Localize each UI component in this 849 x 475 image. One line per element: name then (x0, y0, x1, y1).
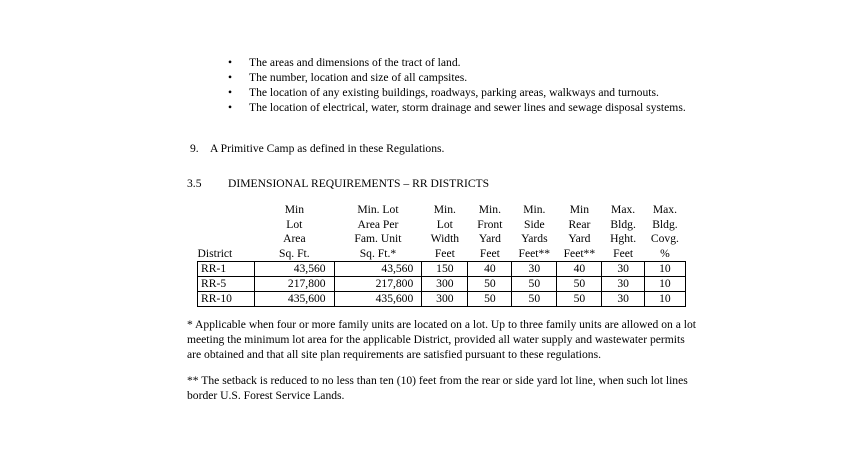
bullet-text: The areas and dimensions of the tract of land. (249, 56, 461, 69)
bullet-list (228, 55, 698, 115)
list-item (228, 55, 698, 70)
table-row (198, 292, 686, 307)
table-row (198, 262, 686, 277)
cell-lot-area-per-unit: 435,600 (334, 292, 422, 307)
cell-lot-width: 300 (422, 277, 468, 292)
bullet-text: The location of any existing buildings, roadways, parking areas, walkways and turnouts. (249, 86, 659, 99)
cell-side-yards: 50 (512, 277, 557, 292)
numbered-item (190, 142, 444, 155)
section-title: DIMENSIONAL REQUIREMENTS – RR DISTRICTS (228, 177, 490, 190)
header-min-rear-yard: Min Rear Yard Feet** (563, 203, 596, 260)
cell-bldg-height: 30 (602, 277, 644, 292)
dimensional-requirements-table (197, 203, 686, 307)
bullet-icon: • (228, 56, 233, 69)
cell-lot-area-per-unit: 217,800 (334, 277, 422, 292)
table-row (198, 277, 686, 292)
list-item (228, 85, 698, 100)
cell-rear-yard: 50 (557, 277, 602, 292)
section-number: 3.5 (187, 177, 202, 190)
header-min-lot-width: Min. Lot Width Feet (430, 203, 460, 260)
footnote-applicable: * Applicable when four or more family units are located on a lot. Up to three family units are allowed on a lot meeting the minimum lot area for the applicable District, provided all water supply and wastewater permits are obtained and that all site plan requirements are satisfied pursuant to these regulations. (187, 318, 697, 361)
header-min-front-yard: Min. Front Yard Feet (477, 203, 503, 260)
cell-rear-yard: 50 (557, 292, 602, 307)
table-header (198, 203, 686, 262)
cell-district: RR-1 (198, 262, 255, 277)
cell-district: RR-10 (198, 292, 255, 307)
cell-bldg-coverage: 10 (644, 292, 685, 307)
header-max-bldg-coverage: Max. Bldg. Covg. % (650, 203, 679, 260)
bullet-icon: • (228, 71, 233, 84)
cell-min-lot-area: 435,600 (255, 292, 334, 307)
cell-front-yard: 50 (468, 277, 512, 292)
cell-bldg-coverage: 10 (644, 277, 685, 292)
bullet-text: The number, location and size of all campsites. (249, 71, 468, 84)
cell-lot-width: 150 (422, 262, 468, 277)
bullet-icon: • (228, 86, 233, 99)
footnote-setback: ** The setback is reduced to no less than ten (10) feet from the rear or side yard lot line, when such lot lines border U.S. Forest Service Lands. (187, 374, 688, 402)
cell-lot-width: 300 (422, 292, 468, 307)
header-min-side-yards: Min. Side Yards Feet** (518, 203, 551, 260)
header-lot-area-per-unit: Min. Lot Area Per Fam. Unit Sq. Ft.* (354, 203, 402, 260)
cell-bldg-coverage: 10 (644, 262, 685, 277)
cell-front-yard: 50 (468, 292, 512, 307)
item-number: 9. (190, 142, 199, 155)
cell-side-yards: 30 (512, 262, 557, 277)
header-min-lot-area: Min Lot Area Sq. Ft. (279, 203, 310, 260)
header-max-bldg-height: Max. Bldg. Hght. Feet (610, 203, 637, 260)
cell-district: RR-5 (198, 277, 255, 292)
table-body (198, 262, 686, 307)
list-item (228, 70, 698, 85)
cell-bldg-height: 30 (602, 292, 644, 307)
cell-bldg-height: 30 (602, 262, 644, 277)
list-item (228, 100, 698, 115)
cell-lot-area-per-unit: 43,560 (334, 262, 422, 277)
section-heading (187, 177, 489, 190)
bullet-text: The location of electrical, water, storm drainage and sewer lines and sewage disposal systems. (249, 101, 686, 114)
cell-front-yard: 40 (468, 262, 512, 277)
header-district: District (197, 246, 233, 260)
item-text: A Primitive Camp as defined in these Regulations. (210, 142, 445, 155)
cell-rear-yard: 40 (557, 262, 602, 277)
bullet-icon: • (228, 101, 233, 114)
cell-side-yards: 50 (512, 292, 557, 307)
cell-min-lot-area: 43,560 (255, 262, 334, 277)
cell-min-lot-area: 217,800 (255, 277, 334, 292)
